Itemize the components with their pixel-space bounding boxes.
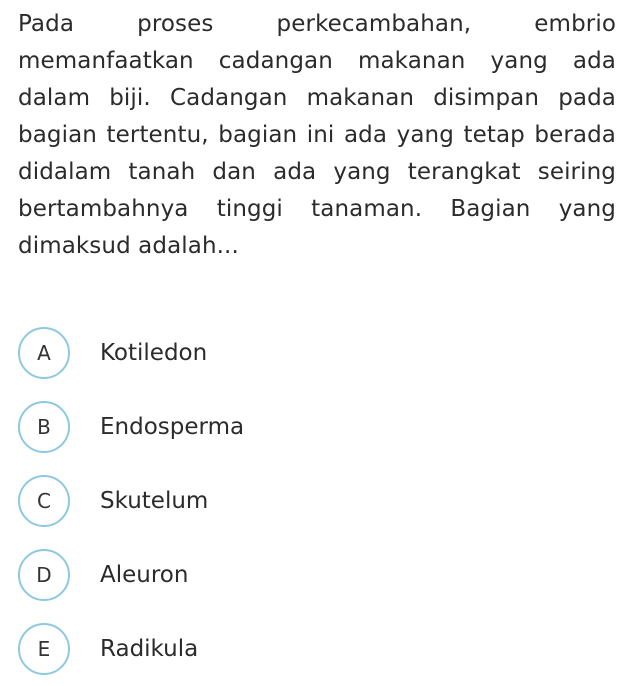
- option-d-label[interactable]: Aleuron: [100, 562, 189, 588]
- option-e[interactable]: [18, 612, 616, 686]
- option-a-label[interactable]: Kotiledon: [100, 340, 208, 366]
- option-c[interactable]: [18, 464, 616, 538]
- option-e-badge[interactable]: E: [18, 623, 70, 675]
- option-c-badge[interactable]: C: [18, 475, 70, 527]
- option-b-badge[interactable]: B: [18, 401, 70, 453]
- option-e-label[interactable]: Radikula: [100, 636, 199, 662]
- option-b-label[interactable]: Endosperma: [100, 414, 245, 440]
- option-a-badge[interactable]: A: [18, 327, 70, 379]
- answer-options: [18, 316, 616, 686]
- option-d[interactable]: [18, 538, 616, 612]
- question-text: Pada proses perkecambahan, embrio memanfaatkan cadangan makanan yang ada dalam biji. Cadangan makanan disimpan pada bagian tertentu, bagian ini ada yang tetap berada didalam tanah dan ada yang terangkat seiring bertambahnya tinggi tanaman. Bagian yang dimaksud adalah...: [18, 11, 616, 259]
- option-b[interactable]: [18, 390, 616, 464]
- option-a[interactable]: [18, 316, 616, 390]
- option-d-badge[interactable]: D: [18, 549, 70, 601]
- option-c-label[interactable]: Skutelum: [100, 488, 209, 514]
